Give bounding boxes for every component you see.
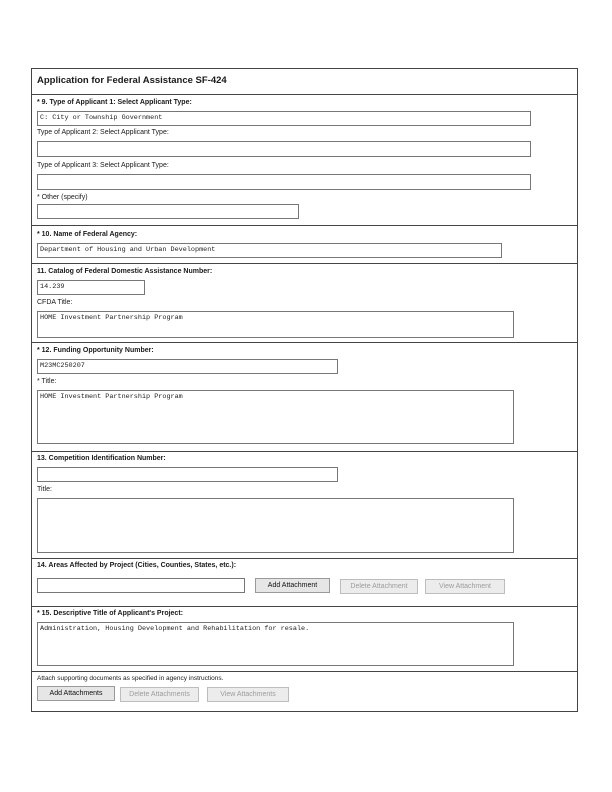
cfda-number-label: 11. Catalog of Federal Domestic Assistance Number: — [37, 268, 213, 275]
view-attachment-button[interactable]: View Attachment — [425, 579, 505, 594]
applicant-type-3-label: Type of Applicant 3: Select Applicant Type: — [37, 162, 169, 169]
section-divider — [32, 451, 577, 452]
federal-agency-input[interactable]: Department of Housing and Urban Development — [37, 243, 502, 258]
delete-attachments-button[interactable]: Delete Attachments — [120, 687, 199, 702]
other-specify-label: * Other (specify) — [37, 194, 88, 201]
section-divider — [32, 263, 577, 264]
cfda-title-label: CFDA Title: — [37, 299, 73, 306]
funding-opportunity-input[interactable]: M23MC250207 — [37, 359, 338, 374]
applicant-type-1-label: * 9. Type of Applicant 1: Select Applicant Type: — [37, 99, 192, 106]
project-title-input[interactable]: Administration, Housing Development and Rehabilitation for resale. — [37, 622, 514, 666]
applicant-type-1-select[interactable]: C: City or Township Government — [37, 111, 531, 126]
funding-opportunity-label: * 12. Funding Opportunity Number: — [37, 347, 154, 354]
cfda-title-input[interactable]: HOME Investment Partnership Program — [37, 311, 514, 338]
other-specify-input[interactable] — [37, 204, 299, 219]
applicant-type-3-select[interactable] — [37, 174, 531, 190]
areas-affected-label: 14. Areas Affected by Project (Cities, Counties, States, etc.): — [37, 562, 237, 569]
competition-title-label: Title: — [37, 486, 52, 493]
attachments-instruction: Attach supporting documents as specified in agency instructions. — [37, 675, 224, 682]
competition-id-label: 13. Competition Identification Number: — [37, 455, 166, 462]
project-title-label: * 15. Descriptive Title of Applicant's Project: — [37, 610, 183, 617]
areas-affected-input[interactable] — [37, 578, 245, 593]
section-divider — [32, 671, 577, 672]
delete-attachment-button[interactable]: Delete Attachment — [340, 579, 418, 594]
competition-id-input[interactable] — [37, 467, 338, 482]
section-divider — [32, 225, 577, 226]
federal-agency-label: * 10. Name of Federal Agency: — [37, 231, 138, 238]
competition-title-input[interactable] — [37, 498, 514, 553]
view-attachments-button[interactable]: View Attachments — [207, 687, 289, 702]
sf424-form — [31, 68, 578, 712]
add-attachment-button[interactable]: Add Attachment — [255, 578, 330, 593]
form-title: Application for Federal Assistance SF-424 — [32, 69, 577, 95]
add-attachments-button[interactable]: Add Attachments — [37, 686, 115, 701]
funding-title-input[interactable]: HOME Investment Partnership Program — [37, 390, 514, 444]
section-divider — [32, 606, 577, 607]
cfda-number-input[interactable]: 14.239 — [37, 280, 145, 295]
funding-title-label: * Title: — [37, 378, 57, 385]
section-divider — [32, 558, 577, 559]
section-divider — [32, 342, 577, 343]
applicant-type-2-label: Type of Applicant 2: Select Applicant Type: — [37, 129, 169, 136]
applicant-type-2-select[interactable] — [37, 141, 531, 157]
